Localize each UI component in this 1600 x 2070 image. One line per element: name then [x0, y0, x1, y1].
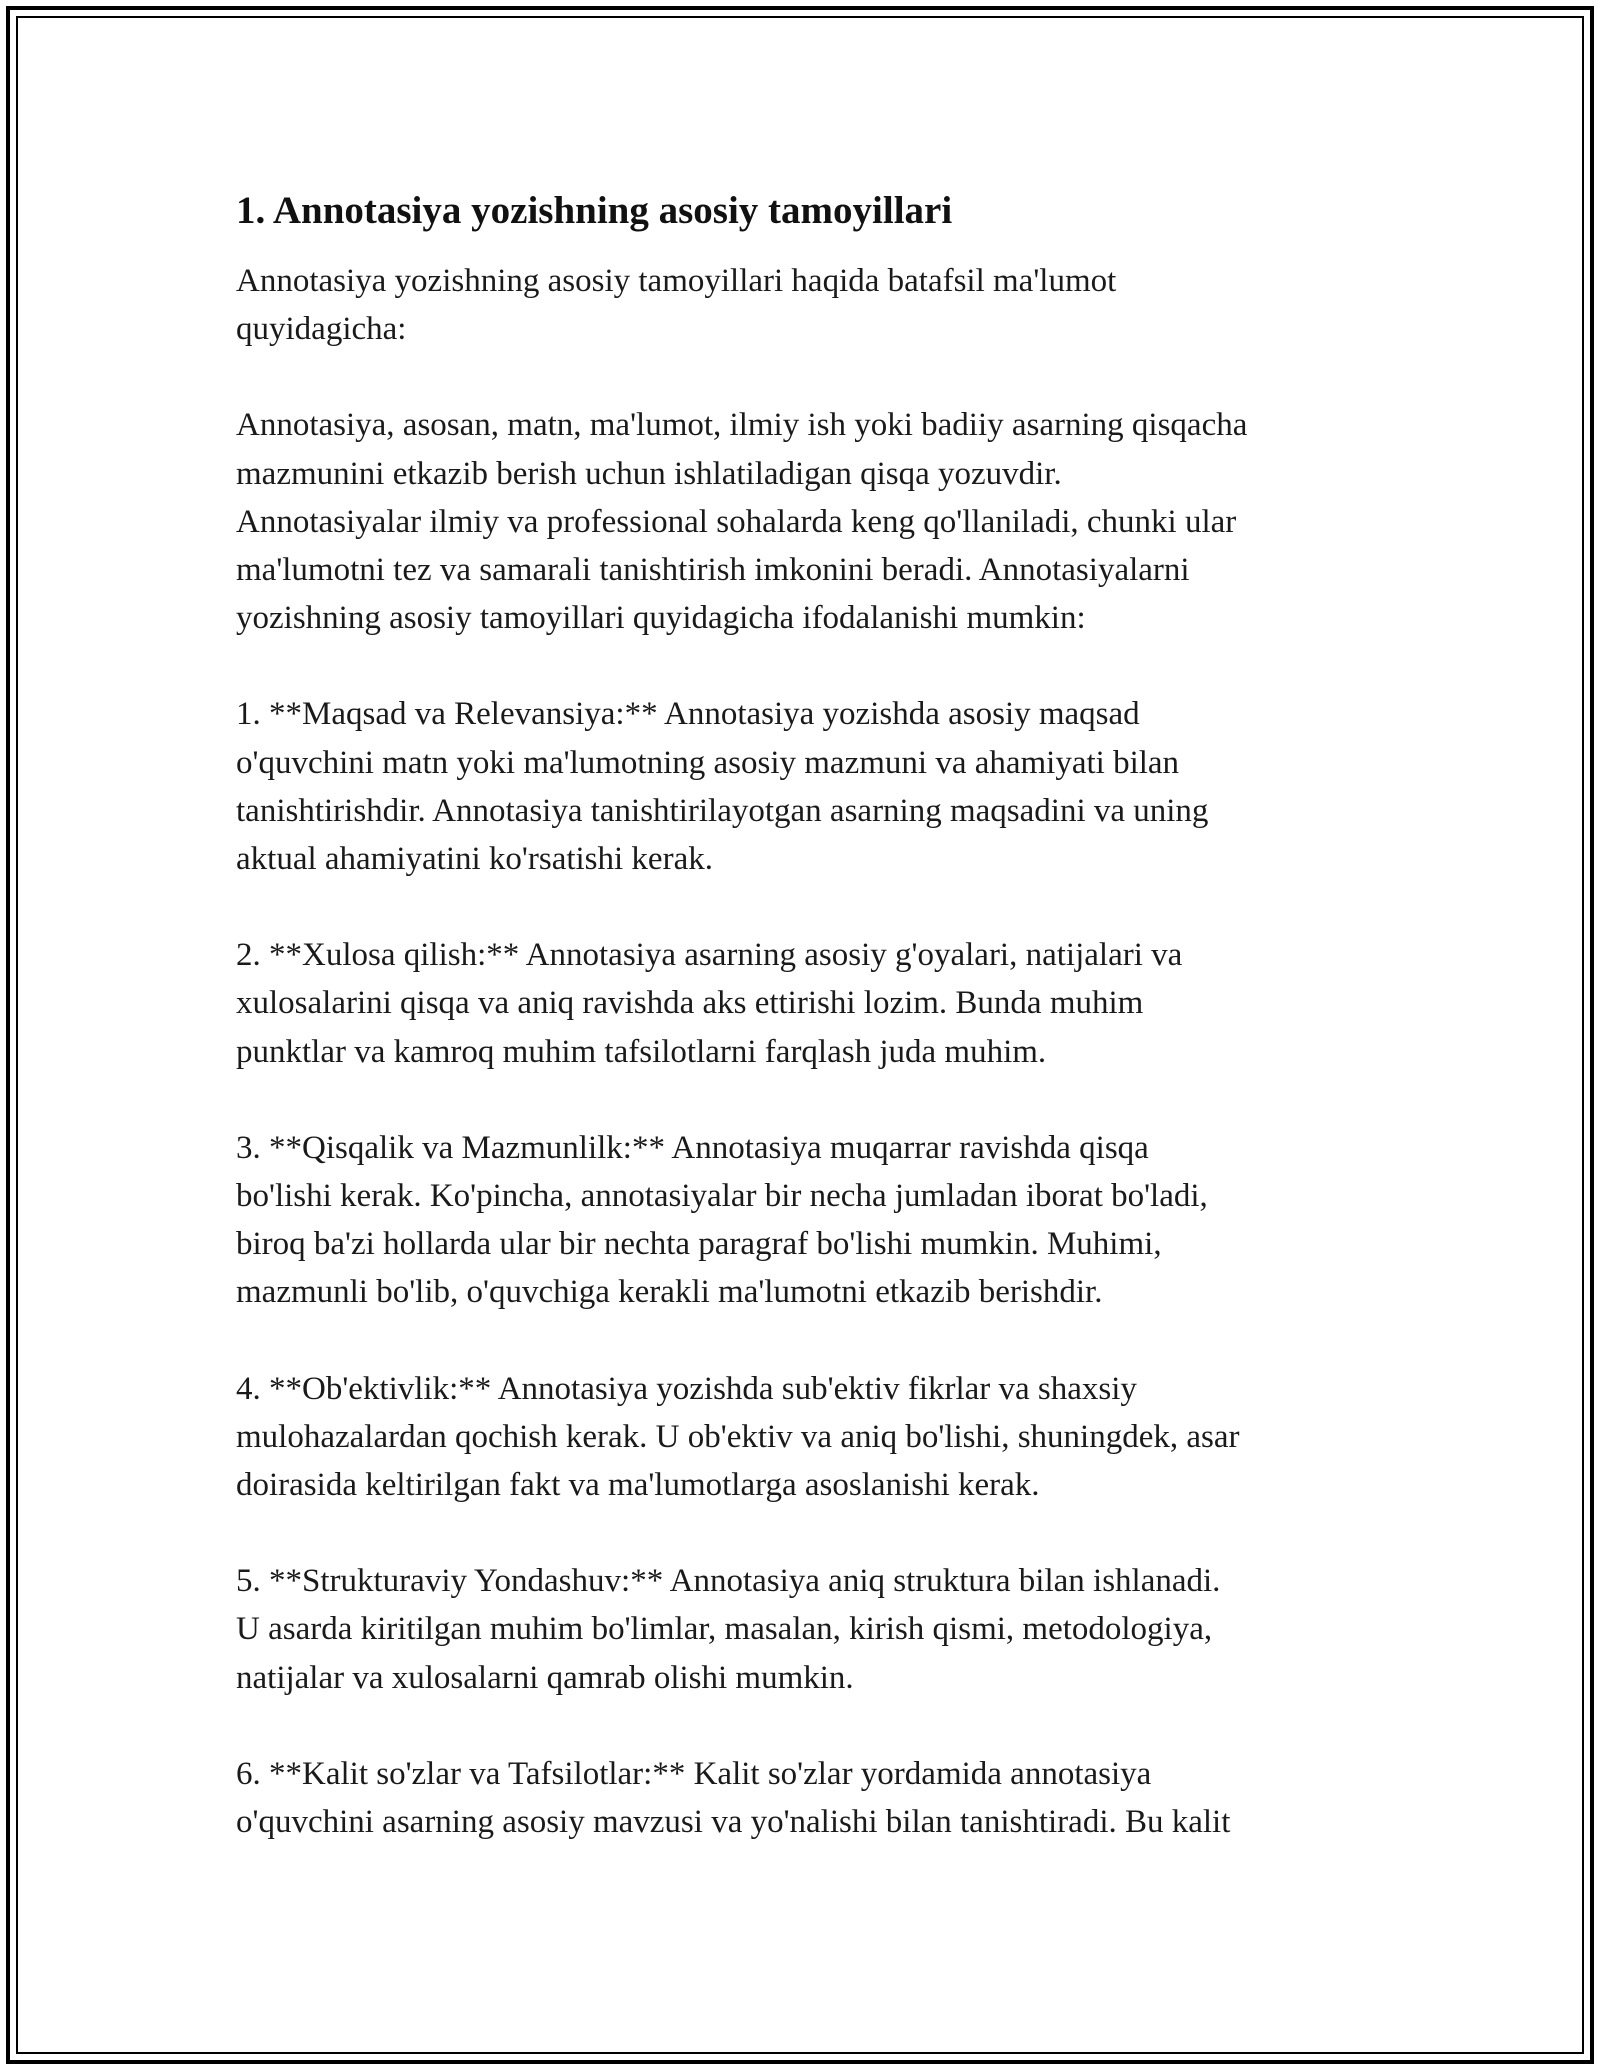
document-body: [236, 186, 1376, 1846]
principle-1-paragraph: 1. **Maqsad va Relevansiya:** Annotasiya yozishda asosiy maqsad o'quvchini matn yoki ma'lumotning asosiy mazmuni va ahamiyati bilan tanishtirishdir. Annotasiya tanishtirilayotgan asarning maqsadini va uning aktual ahamiyatini ko'rsatishi kerak.: [236, 696, 1209, 878]
intro-paragraph: Annotasiya yozishning asosiy tamoyillari haqida batafsil ma'lumot quyidagicha:: [236, 263, 1117, 348]
definition-paragraph: Annotasiya, asosan, matn, ma'lumot, ilmiy ish yoki badiiy asarning qisqacha mazmunini etkazib berish uchun ishlatiladigan qisqa yozuvdir. Annotasiyalar ilmiy va professional sohalarda keng qo'llaniladi, chunki ular ma'lumotni tez va samarali tanishtirish imkonini beradi. Annotasiyalarni yozishning asosiy tamoyillari quyidagicha ifodalanishi mumkin:: [236, 407, 1248, 637]
principle-4-paragraph: 4. **Ob'ektivlik:** Annotasiya yozishda sub'ektiv fikrlar va shaxsiy mulohazalardan qochish kerak. U ob'ektiv va aniq bo'lishi, shuningdek, asar doirasida keltirilgan fakt va ma'lumotlarga asoslanishi kerak.: [236, 1370, 1240, 1504]
principle-5-paragraph: 5. **Strukturaviy Yondashuv:** Annotasiya aniq struktura bilan ishlanadi. U asarda kiritilgan muhim bo'limlar, masalan, kirish qismi, metodologiya, natijalar va xulosalarni qamrab olishi mumkin.: [236, 1563, 1221, 1696]
principle-6-paragraph: 6. **Kalit so'zlar va Tafsilotlar:** Kalit so'zlar yordamida annotasiya o'quvchini asarning asosiy mavzusi va yo'nalishi bilan tanishtiradi. Bu kalit: [236, 1755, 1231, 1841]
section-heading: 1. Annotasiya yozishning asosiy tamoyillari: [236, 189, 953, 232]
principle-3-paragraph: 3. **Qisqalik va Mazmunlilk:** Annotasiya muqarrar ravishda qisqa bo'lishi kerak. Ko'pincha, annotasiyalar bir necha jumladan iborat bo'ladi, biroq ba'zi hollarda ular bir nechta paragraf bo'lishi mumkin. Muhimi, mazmunli bo'lib, o'quvchiga kerakli ma'lumotni etkazib berishdir.: [236, 1129, 1208, 1311]
principle-2-paragraph: 2. **Xulosa qilish:** Annotasiya asarning asosiy g'oyalari, natijalari va xulosalarini qisqa va aniq ravishda aks ettirishi lozim. Bunda muhim punktlar va kamroq muhim tafsilotlarni farqlash juda muhim.: [236, 937, 1183, 1070]
